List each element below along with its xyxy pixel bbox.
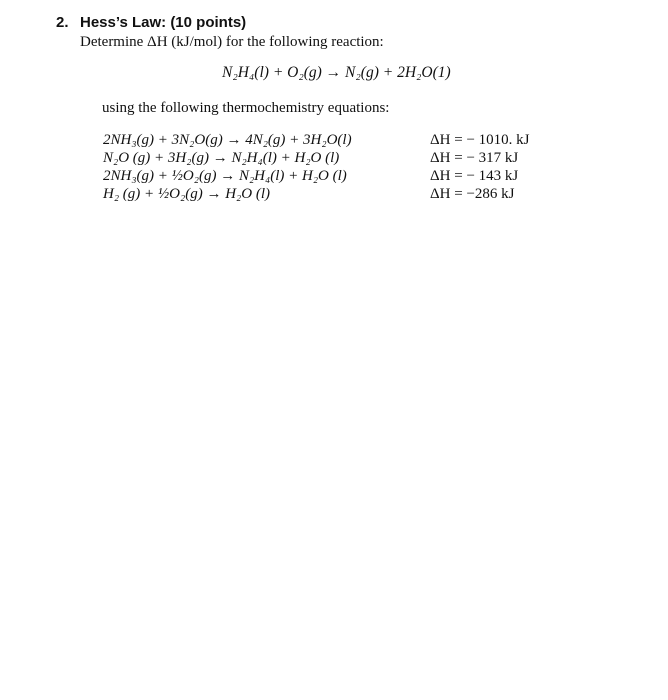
question-prompt: Determine ΔH (kJ/mol) for the following reaction: xyxy=(80,34,384,50)
equation-reaction: 2NH₃(g) + 3N₂O(g) → 4N₂(g) + 3H₂O(l) xyxy=(103,132,352,148)
question-header xyxy=(56,14,246,31)
equation-delta-h: ΔH = − 317 kJ xyxy=(430,150,519,166)
question-number: 2. xyxy=(56,14,69,31)
equation-reaction: 2NH₃(g) + ½O₂(g) → N₂H₄(l) + H₂O (l) xyxy=(103,168,347,184)
using-text: using the following thermochemistry equations: xyxy=(102,100,390,116)
equation-reaction: N₂O (g) + 3H₂(g) → N₂H₄(l) + H₂O (l) xyxy=(103,150,340,166)
equation-reaction: H₂ (g) + ½O₂(g) → H₂O (l) xyxy=(103,186,270,202)
equation-row xyxy=(0,168,668,186)
equation-delta-h: ΔH = − 1010. kJ xyxy=(430,132,530,148)
equation-delta-h: ΔH = −286 kJ xyxy=(430,186,515,202)
equation-row xyxy=(0,186,668,204)
question-title: Hess’s Law: (10 points) xyxy=(80,14,247,31)
equation-delta-h: ΔH = − 143 kJ xyxy=(430,168,519,184)
target-reaction: N₂H₄(l) + O₂(g) → N₂(g) + 2H₂O(1) xyxy=(222,64,451,81)
equation-row xyxy=(0,150,668,168)
equation-row xyxy=(0,132,668,150)
